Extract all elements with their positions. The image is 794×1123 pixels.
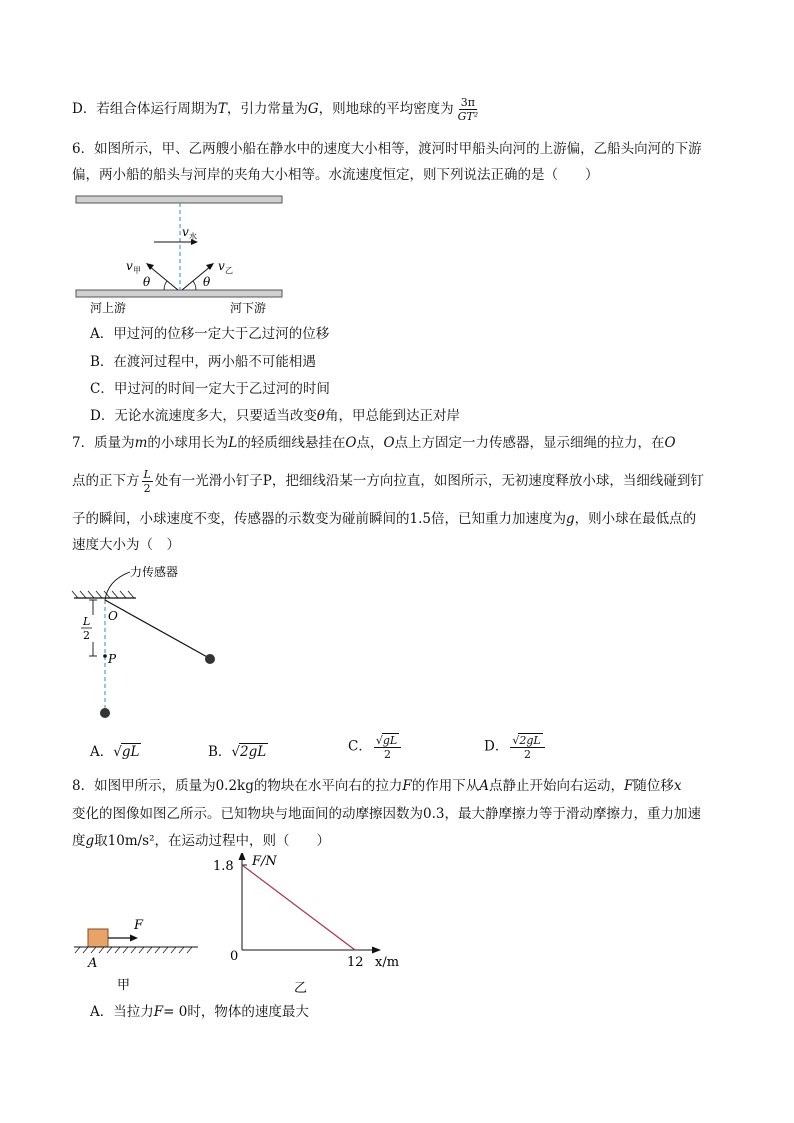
x-tick-label-origin: 0 [230, 949, 239, 964]
q6-river-figure [70, 192, 290, 320]
q5-option-d: D．若组合体运行周期为T，引力常量为G，则地球的平均密度为 $\frac{3\pi}{\text{GT²}}$ [72, 96, 479, 123]
theta-right-label: θ [203, 275, 211, 289]
q7-stem-line2: 点的正下方 $\frac{L}{2}$ 处有一光滑小钉子P，把细线沿某一方向拉直，如图所示，无初速度释放小球，当细线碰到钉 [72, 468, 704, 495]
v-jia-arrow [149, 266, 178, 290]
q8-stem-line3: 度g取10m/s²，在运动过程中，则（ ） [72, 833, 331, 849]
pendulum-string [105, 600, 209, 658]
half-length-den: 2 [83, 629, 90, 642]
q7-stem-line3: 子的瞬间，小球速度不变，传感器的示数变为碰前瞬间的1.5倍，已知重力加速度为g，则小球在最低点的 [72, 511, 697, 527]
x-tick-label-end: 12 [347, 955, 364, 970]
v-water-label: v [182, 225, 189, 239]
point-a-label: A [88, 956, 98, 971]
q8-force-displacement-chart [205, 853, 420, 998]
q7-option-c: C． $\frac{√gL}{2}$ [348, 733, 403, 761]
q7-stem-line1: 7．质量为m的小球用长为L的轻质细线悬挂在O点，O点上方固定一力传感器，显示细绳的拉力，在O [72, 435, 676, 451]
sensor-label: 力传感器 [130, 565, 179, 579]
force-f-label: F [134, 918, 144, 933]
q7-option-b: B．√2gL [208, 744, 267, 760]
ball-lowest [100, 708, 110, 718]
q7-option-a: A．√gL [90, 744, 140, 760]
q8-stem-line2: 变化的图像如图乙所示。已知物块与地面间的动摩擦因数为0.3，最大静摩擦力等于滑动摩擦力，重力加速 [72, 806, 701, 822]
upstream-label: 河上游 [90, 301, 127, 315]
downstream-label: 河下游 [230, 301, 267, 315]
ball-released [205, 654, 215, 664]
series-line-segment [242, 865, 355, 950]
point-o-label: O [108, 609, 118, 623]
v-jia-label: v [126, 259, 133, 273]
q6-option-c: C．甲过河的时间一定大于乙过河的时间 [90, 381, 330, 397]
q8-block-figure [72, 905, 202, 995]
x-axis-label: x/m [375, 955, 400, 970]
river-bank-bottom [76, 290, 282, 297]
chart-series [242, 865, 355, 950]
point-p-label: P [108, 652, 117, 666]
river-bank-top [76, 196, 282, 203]
q8-stem-line1: 8．如图甲所示，质量为0.2kg的物块在水平向右的拉力F的作用下从A点静止开始向右运动，F随位移x [72, 778, 682, 794]
y-tick-label: 1.8 [213, 859, 234, 874]
half-length-num: L [83, 615, 91, 628]
block [88, 929, 108, 947]
svg-text:甲: 甲 [133, 266, 141, 275]
caption-yi: 乙 [294, 981, 308, 996]
ground-hatch [75, 947, 192, 953]
theta-left-label: θ [143, 275, 151, 289]
svg-text:水: 水 [189, 232, 197, 241]
q6-option-b: B．在渡河过程中，两小船不可能相遇 [90, 354, 316, 370]
v-yi-label: v [218, 259, 225, 273]
svg-text:乙: 乙 [225, 266, 233, 275]
caption-jia: 甲 [117, 978, 131, 993]
density-fraction: $\frac{3\pi}{\text{GT²}}$ [457, 96, 479, 123]
nail-p [103, 654, 107, 658]
sensor-leader-line [105, 572, 130, 600]
q6-option-a: A．甲过河的位移一定大于乙过河的位移 [90, 326, 330, 342]
y-axis-arrow [239, 853, 246, 860]
x-axis-arrow [372, 947, 381, 954]
q7-option-d: D． $\frac{√2gL}{2}$ [484, 733, 547, 761]
q8-option-a: A．当拉力F= 0时，物体的速度最大 [90, 1004, 309, 1020]
q6-stem-line2: 偏，两小船的船头与河岸的夹角大小相等。水流速度恒定，则下列说法正确的是（ ） [72, 167, 599, 183]
q7-half-l-fraction: $\frac{L}{2}$ [143, 468, 151, 495]
q6-option-d: D．无论水流速度多大，只要适当改变θ角，甲总能到达正对岸 [90, 408, 460, 424]
q6-stem-line1: 6．如图所示，甲、乙两艘小船在静水中的速度大小相等，渡河时甲船头向河的上游偏，乙船头向河的下游 [72, 141, 702, 157]
q7-pendulum-figure [70, 560, 240, 725]
y-axis-label: F/N [252, 854, 277, 869]
q7-stem-line4: 速度大小为（ ） [72, 537, 180, 553]
ceiling-hatch [72, 591, 134, 598]
